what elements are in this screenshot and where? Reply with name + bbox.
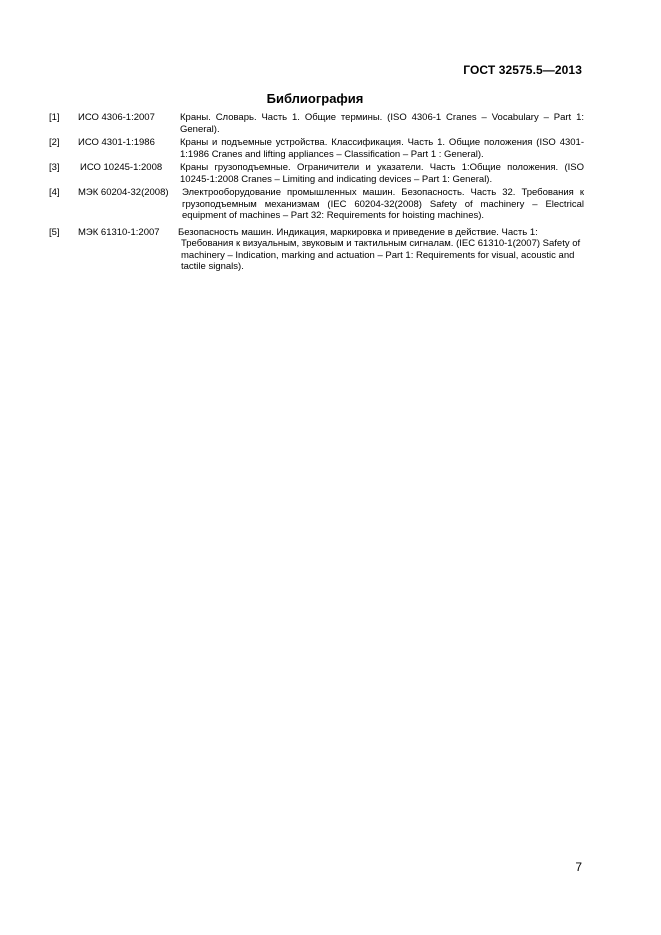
entry-number: [4] — [49, 187, 60, 198]
entry-description: Краны и подъемные устройства. Классификация. Часть 1. Общие положения (ISO 4301-1:1986 Cranes and lifting appliances – Classification – Part 1 : General). — [180, 137, 584, 160]
bibliography-entry — [49, 162, 584, 185]
entry-number: [2] — [49, 137, 60, 148]
entry-description-continuation: Требования к визуальным, звуковым и тактильным сигналам. (IEC 61310-1(2007) Safety of machinery – Indication, marking and actuation – Part 1: Requirements for visual, acoustic and tactile signals). — [181, 238, 581, 272]
entry-description: Краны. Словарь. Часть 1. Общие термины. (ISO 4306-1 Cranes – Vocabulary – Part 1: General). — [180, 112, 584, 135]
entry-code: МЭК 60204-32(2008) — [78, 187, 169, 198]
entry-description: Краны грузоподъемные. Ограничители и указатели. Часть 1:Общие положения. (ISO 10245-1:2008 Cranes – Limiting and indicating devices – Part 1: General). — [180, 162, 584, 185]
entry-code: ИСО 10245-1:2008 — [80, 162, 163, 173]
entry-code: ИСО 4306-1:2007 — [78, 112, 155, 123]
standard-designation: ГОСТ 32575.5—2013 — [463, 63, 582, 77]
entry-description: Электрооборудование промышленных машин. Безопасность. Часть 32. Требования к грузоподъемным механизмам (IEC 60204-32(2008) Safety of machinery – Electrical equipment of machines – Part 32: Requirements for hoisting machines). — [182, 187, 584, 221]
bibliography-list — [49, 112, 584, 275]
section-title: Библиография — [266, 91, 364, 106]
entry-code: ИСО 4301-1:1986 — [78, 137, 155, 148]
bibliography-entry — [49, 227, 584, 273]
page-number: 7 — [575, 860, 582, 874]
bibliography-entry — [49, 187, 584, 222]
bibliography-entry — [49, 112, 584, 135]
entry-number: [3] — [49, 162, 60, 173]
entry-number: [1] — [49, 112, 60, 123]
entry-description-first-line: Безопасность машин. Индикация, маркировка и приведение в действие. Часть 1: — [178, 226, 538, 238]
entry-description — [178, 227, 584, 273]
entry-number: [5] — [49, 226, 60, 238]
bibliography-entry — [49, 137, 584, 160]
entry-code: МЭК 61310-1:2007 — [78, 226, 160, 238]
